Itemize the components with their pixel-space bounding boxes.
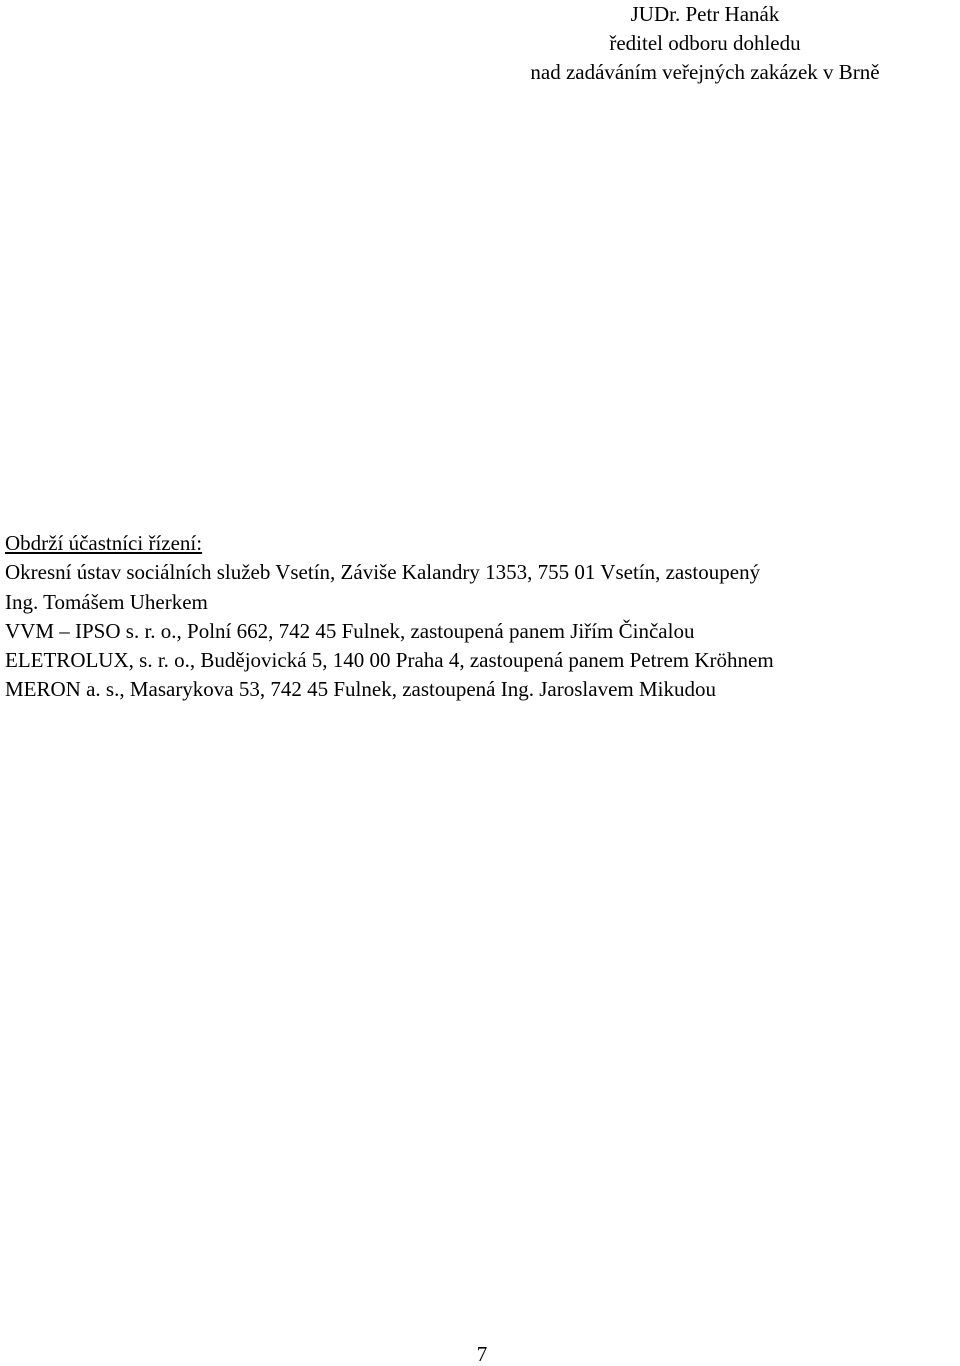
signatory-position-line-1: ředitel odboru dohledu bbox=[609, 31, 801, 55]
recipient-line: Okresní ústav sociálních služeb Vsetín, Záviše Kalandry 1353, 755 01 Vsetín, zastoupený bbox=[5, 560, 761, 585]
recipient-line: ELETROLUX, s. r. o., Budějovická 5, 140 00 Praha 4, zastoupená panem Petrem Kröhnem bbox=[5, 648, 774, 673]
signatory-position-line-2: nad zadáváním veřejných zakázek v Brně bbox=[530, 60, 880, 84]
recipient-line: MERON a. s., Masarykova 53, 742 45 Fulnek, zastoupená Ing. Jaroslavem Mikudou bbox=[5, 677, 716, 702]
page-number: 7 bbox=[476, 1342, 488, 1366]
recipients-section bbox=[5, 529, 960, 705]
signature-block bbox=[470, 0, 940, 87]
signatory-name: JUDr. Petr Hanák bbox=[630, 2, 780, 26]
recipients-heading: Obdrží účastníci řízení: bbox=[5, 531, 203, 555]
recipient-line: Ing. Tomášem Uherkem bbox=[5, 589, 208, 614]
recipient-line: VVM – IPSO s. r. o., Polní 662, 742 45 Fulnek, zastoupená panem Jiřím Činčalou bbox=[5, 618, 695, 643]
